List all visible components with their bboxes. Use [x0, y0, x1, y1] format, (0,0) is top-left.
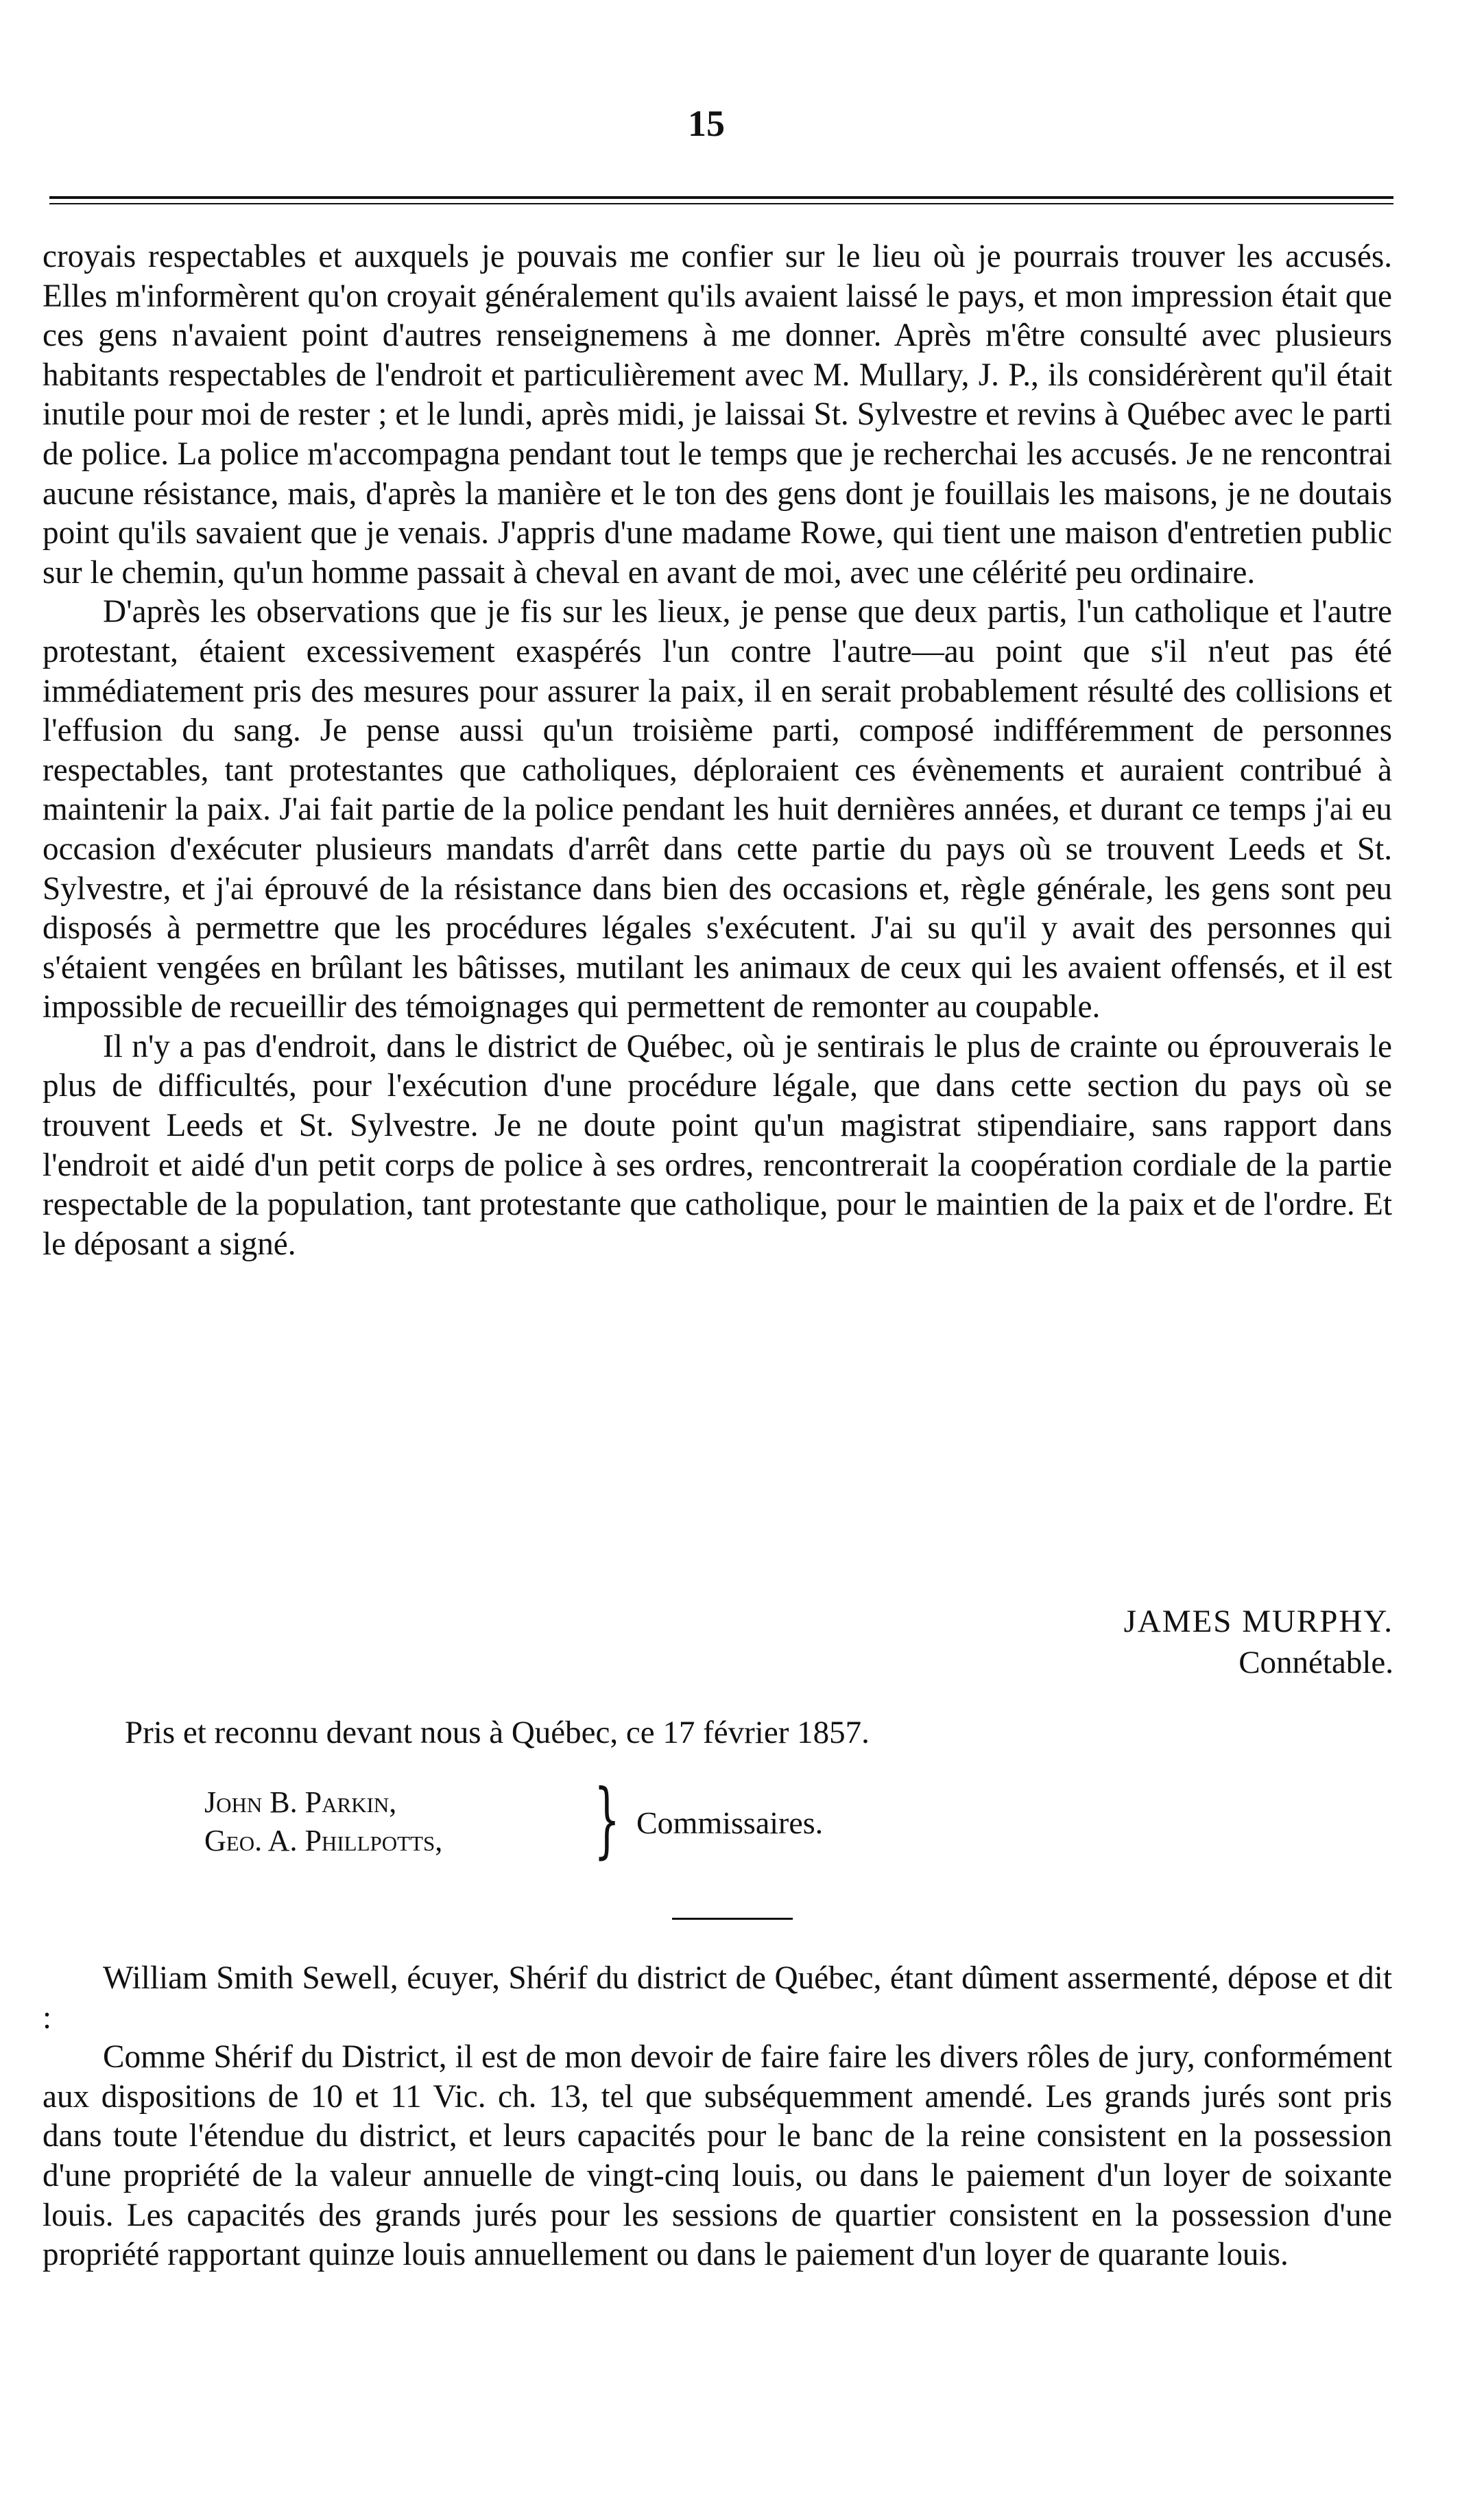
signature-name: JAMES MURPHY. — [1123, 1604, 1393, 1639]
header-rule — [49, 196, 1393, 204]
paragraph: D'après les observations que je fis sur les lieux, je pense que deux partis, l'un catholique et l'autre protestant, étaient excessivement exaspérés l'un contre l'autre—au point que s'il n'eut pas été immédiatement pris des mesures pour assurer la paix, il en serait probablement résulté des collisions et l'effusion du sang. Je pense aussi qu'un troisième parti, composé indifféremment de personnes respectables, tant protestantes que catholiques, déploraient ces évènements et auraient contribué à maintenir la paix. J'ai fait partie de la police pendant les huit dernières années, et durant ce temps j'ai eu occasion d'exécuter plusieurs mandats d'arrêt dans cette partie du pays où se trouvent Leeds et St. Sylvestre, et j'ai éprouvé de la résistance dans bien des occasions et, règle générale, les gens sont peu disposés à permettre que les procédures légales s'exécutent. J'ai su qu'il y avait des personnes qui s'étaient vengées en brûlant les bâtisses, mutilant les animaux de ceux qui les avaient offensés, et il est impossible de recueillir des témoignages qui permettent de remonter au coupable. — [43, 594, 1392, 1025]
deposition-text-murphy — [43, 237, 1392, 1264]
paragraph: croyais respectables et auxquels je pouvais me confier sur le lieu où je pourrais trouver les accusés. Elles m'informèrent qu'on croyait généralement qu'ils avaient laissé le pays, et mon impression était que ces gens n'avaient point d'autres renseignemens à me donner. Après m'être consulté avec plusieurs habitants respectables de l'endroit et particulièrement avec M. Mullary, J. P., ils considérèrent qu'il était inutile pour moi de rester ; et le lundi, après midi, je laissai St. Sylvestre et revins à Québec avec le parti de police. La police m'accompagna pendant tout le temps que je recherchai les accusés. Je ne rencontrai aucune résistance, mais, d'après la manière et le ton des gens dont je fouillais les maisons, je ne doutais point qu'ils savaient que je venais. J'appris d'une madame Rowe, qui tient une maison d'entretien public sur le chemin, qu'un homme passait à cheval en avant de moi, avec une célérité peu ordinaire. — [43, 239, 1392, 591]
commissioners-label: Commissaires. — [636, 1805, 824, 1840]
paragraph: Il n'y a pas d'endroit, dans le district de Québec, où je sentirais le plus de crainte ou éprouverais le plus de difficultés, pour l'exécution d'une procédure légale, que dans cette section du pays où se trouvent Leeds et St. Sylvestre. Je ne doute point qu'un magistrat stipendiaire, sans rapport dans l'endroit et aidé d'un petit corps de police à ses ordres, rencontrerait la coopération cordiale de la partie respectable de la population, tant protestante que catholique, pour le maintien de la paix et de l'ordre. Et le déposant a signé. — [43, 1028, 1392, 1262]
paragraph: William Smith Sewell, écuyer, Shérif du district de Québec, étant dûment assermenté, dépose et dit : — [43, 1960, 1392, 2036]
deposition-text-sewell — [43, 1959, 1392, 2275]
signature-title: Connétable. — [1238, 1645, 1393, 1680]
commissioner-name: Geo. A. Phillpotts, — [204, 1824, 443, 1857]
acknowledgement-line: Pris et reconnu devant nous à Québec, ce 17 février 1857. — [125, 1715, 870, 1750]
commissioner-name: John B. Parkin, — [204, 1785, 397, 1819]
section-divider — [672, 1918, 793, 1920]
paragraph: Comme Shérif du District, il est de mon devoir de faire faire les divers rôles de jury, conformément aux dispositions de 10 et 11 Vic. ch. 13, tel que subséquemment amendé. Les grands jurés sont pris dans toute l'étendue du district, et leurs capacités pour le banc de la reine consistent en la possession d'une propriété de la valeur annuelle de vingt-cinq louis, ou dans le paiement d'un loyer de soixante louis. Les capacités des grands jurés pour les sessions de quartier consistent en la possession d'une propriété rapportant quinze louis annuellement ou dans le paiement d'un loyer de quarante louis. — [43, 2039, 1392, 2273]
brace-symbol: } — [594, 1772, 621, 1868]
commissioner-names — [204, 1783, 442, 1860]
page-number: 15 — [688, 103, 725, 144]
